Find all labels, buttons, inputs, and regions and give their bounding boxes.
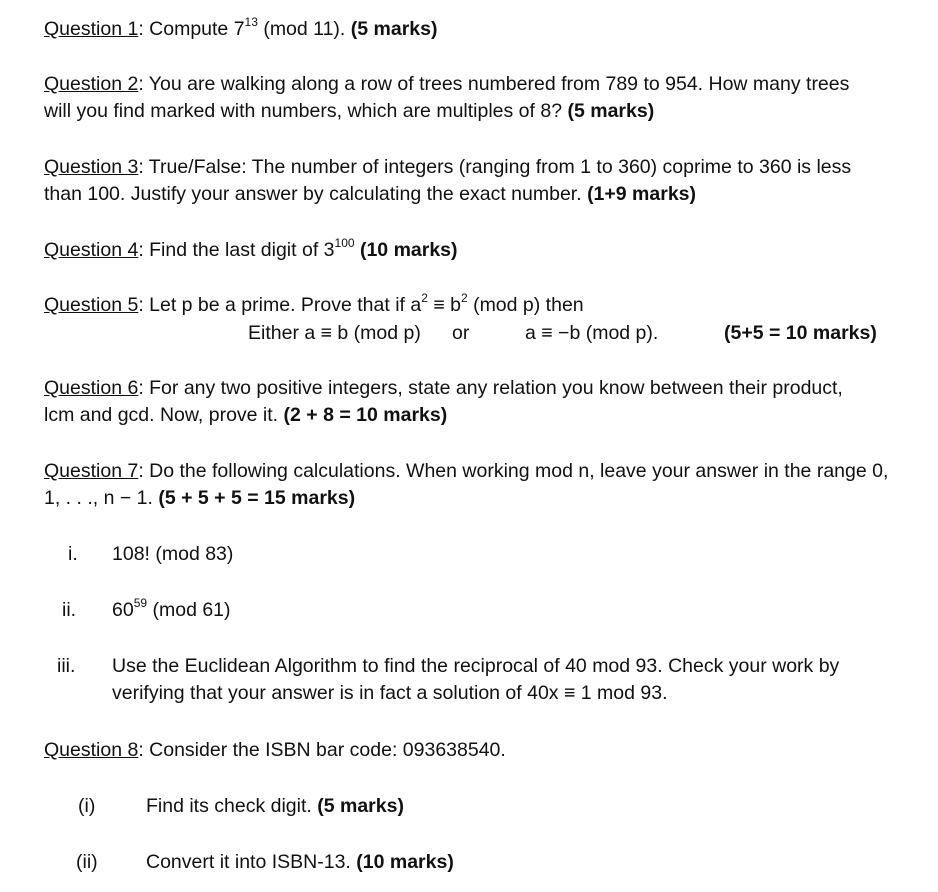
question-8-item-i-number: (i) bbox=[78, 795, 96, 817]
question-5-exponent-b: 2 bbox=[460, 290, 468, 305]
question-5-alternative: a ≡ −b (mod p). bbox=[525, 322, 659, 344]
question-3 bbox=[44, 154, 884, 208]
question-8-item-ii-number: (ii) bbox=[76, 851, 98, 873]
question-6 bbox=[44, 375, 864, 429]
question-8-label: Question 8 bbox=[44, 739, 139, 761]
question-1-marks: (5 marks) bbox=[350, 18, 438, 40]
question-7-item-ii-exponent: 59 bbox=[133, 595, 148, 610]
question-7-item-ii bbox=[112, 597, 231, 624]
question-8-text: : Consider the ISBN bar code: 093638540. bbox=[138, 739, 506, 761]
question-2-marks: (5 marks) bbox=[567, 100, 655, 122]
question-5 bbox=[44, 292, 924, 319]
question-5-label: Question 5 bbox=[44, 294, 139, 316]
question-1-text: Compute 7 bbox=[149, 18, 245, 40]
question-5-text-mid: ≡ b bbox=[427, 294, 461, 316]
question-1-label: Question 1 bbox=[44, 18, 139, 40]
question-3-marks: (1+9 marks) bbox=[587, 183, 697, 205]
question-4-marks: (10 marks) bbox=[359, 239, 458, 261]
question-6-text: : For any two positive integers, state any relation you know between their product, lcm and gcd. Now, prove it. bbox=[44, 377, 843, 426]
question-7 bbox=[44, 458, 894, 512]
question-5-either: Either a ≡ b (mod p) bbox=[248, 322, 421, 344]
question-8-item-ii-marks: (10 marks) bbox=[356, 851, 454, 873]
question-5-text-after: (mod p) then bbox=[467, 294, 584, 316]
question-8-item-i bbox=[146, 793, 404, 820]
question-5-marks-row bbox=[724, 320, 877, 347]
question-7-marks: (5 + 5 + 5 = 15 marks) bbox=[158, 487, 356, 509]
question-8-item-ii-text: Convert it into ISBN-13. bbox=[146, 851, 357, 873]
question-1 bbox=[44, 16, 924, 43]
question-1-sep: : bbox=[138, 18, 150, 40]
question-7-item-ii-number: ii. bbox=[62, 599, 77, 621]
question-2-text: : You are walking along a row of trees numbered from 789 to 954. How many trees will you find marked with numbers, which are multiples of 8? bbox=[44, 73, 850, 122]
question-8 bbox=[44, 737, 924, 764]
question-8-item-ii bbox=[146, 849, 454, 876]
question-8-item-i-marks: (5 marks) bbox=[317, 795, 404, 817]
question-1-exponent: 13 bbox=[244, 14, 258, 29]
question-7-item-i-text: 108! (mod 83) bbox=[112, 543, 234, 565]
question-4-exponent: 100 bbox=[334, 235, 355, 250]
question-7-item-iii-text: Use the Euclidean Algorithm to find the reciprocal of 40 mod 93. Check your work by verifying that your answer is in fact a solution of 40x ≡ 1 mod 93. bbox=[112, 655, 840, 704]
question-7-item-ii-text: 60 bbox=[112, 599, 134, 621]
question-7-text: : Do the following calculations. When working mod n, leave your answer in the range 0, 1, . . ., n − 1. bbox=[44, 460, 889, 509]
question-2-label: Question 2 bbox=[44, 73, 139, 95]
question-4-label: Question 4 bbox=[44, 239, 139, 261]
question-5-marks: (5+5 = 10 marks) bbox=[724, 322, 877, 344]
question-3-label: Question 3 bbox=[44, 156, 139, 178]
question-6-marks: (2 + 8 = 10 marks) bbox=[283, 404, 448, 426]
question-1-text-after: (mod 11). bbox=[257, 18, 351, 40]
question-7-item-i-number: i. bbox=[68, 543, 78, 565]
question-4 bbox=[44, 237, 924, 264]
question-5-exponent-a: 2 bbox=[421, 290, 428, 305]
question-5-or: or bbox=[452, 322, 470, 344]
question-8-item-i-text: Find its check digit. bbox=[146, 795, 318, 817]
question-3-text: : True/False: The number of integers (ranging from 1 to 360) coprime to 360 is less than 100. Justify your answer by calculating the exact number. bbox=[44, 156, 852, 205]
question-7-label: Question 7 bbox=[44, 460, 139, 482]
question-4-text: : Find the last digit of 3 bbox=[138, 239, 335, 261]
question-7-item-ii-text-after: (mod 61) bbox=[147, 599, 231, 621]
question-5-text: : Let p be a prime. Prove that if a bbox=[138, 294, 422, 316]
question-6-label: Question 6 bbox=[44, 377, 139, 399]
question-7-item-iii-number: iii. bbox=[57, 655, 76, 677]
question-2 bbox=[44, 71, 874, 125]
